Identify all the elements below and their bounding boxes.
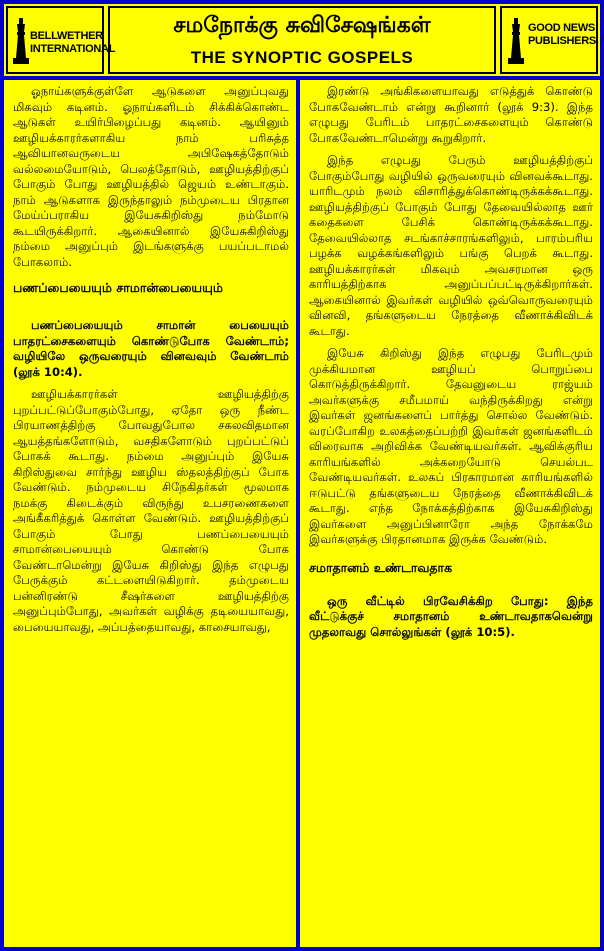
tower-icon [12, 18, 30, 64]
title-box [108, 6, 496, 74]
page-title-tamil: சமநோக்கு சுவிசேஷங்கள் [173, 13, 431, 38]
good-news-logo [500, 6, 598, 74]
paragraph: இரண்டு அங்கிகளையாவது எடுத்துக் கொண்டு போகவேண்டாம் என்று கூறினார் (லூக் 9:3). இந்த எழுபது பேரிடம் பாதரட்சைகளையும் கொண்டு போகவேண்டாமென்று கூறுகிறார். [309, 84, 593, 145]
paragraph: இயேசு கிறிஸ்து இந்த எழுபது பேரிடமும் முக்கியமான ஊழியப் பொறுப்பை கொடுத்திருக்கிறார். தேவனுடைய ராஜ்யம் அவர்களுக்கு சமீபமாய் வந்திருக்கிறது என்று இவர்கள் ஜனங்களைப் பார்த்து சொல்ல வேண்டும். வரப்போகிற உலகத்தைப்பற்றி இவர்கள் ஜனங்களிடம் விரைவாக அறிவிக்க வேண்டியவர்கள். ஆவிக்குரிய காரியங்களில் அக்கறையோடு செயல்பட வேண்டியவர்கள். உலகப் பிரகாரமான காரியங்களில் ஈடுபட்டு தங்களுடைய நேரத்தை வீணாக்கிவிடக் கூடாது. எந்த நோக்கத்திற்காக இயேசுகிறிஸ்து இவர்களை அனுப்பினாரோ அந்த நோக்கமே இவர்களுக்கு பிரதானமாக இருக்க வேண்டும். [309, 346, 593, 546]
bellwether-logo [6, 6, 116, 74]
scripture-quote: ஒரு வீட்டில் பிரவேசிக்கிற போது: இந்த வீட்டுக்குச் சமாதானம் உண்டாவதாகவென்று முதலாவது சொல்லுங்கள் (லூக் 10:5). [309, 593, 593, 639]
paragraph: இந்த எழுபது பேரும் ஊழியத்திற்குப் போகும்போது வழியில் ஒருவரையும் வினவக்கூடாது. யாரிடமும் நலம் விசாரித்துக்கொண்டிருக்கக்கூடாது. ஊழியத்திற்குப் போகும் போது தேவையில்லாத ஊர் கதைகளை பேசிக் கொண்டிருக்கக்கூடாது. தேவையில்லாத சடங்காச்சாரங்களிலும், பாரம்பரிய பழக்க வழக்கங்களிலும் பங்கு பெறக் கூடாது. ஊழியக்காரர்கள் மிகவும் அவசரமான ஒரு காரியத்திற்காக அனுப்பப்பட்டிருக்கிறார்கள். ஆகையினால் இவர்கள் வழியில் ஒவ்வொருவரையும் வினவி, தங்களுடைய நேரத்தை வீணாக்கிவிடக் கூடாது. [309, 153, 593, 338]
header [4, 4, 600, 76]
paragraph: ஓநாய்களுக்குள்ளே ஆடுகளை அனுப்புவது மிகவும் கடினம். ஓநாய்களிடம் சிக்கிக்கொண்ட ஆடுகள் உயிர்பிழைப்பது கடினம். ஆயினும் ஊழியக்காரர்களாகிய நாம் பரிசுத்த ஆவியானவருடைய அபிஷேகத்தோடும் வல்லமையோடும், பெலத்தோடும், ஊழியத்திற்குப் போகும் போது ஊழியத்தில் ஜெயம் உண்டாகும். நாம் ஆடுகளாக இருந்தாலும் நம்முடைய பிரதான மேய்ப்பராகிய இயேசுகிறிஸ்து நம்மோடு கூடயிருக்கிறார். ஆகையினால் இயேசுகிறிஸ்து நம்மை அனுப்பும் இடங்களுக்கு பயப்படாமல் போகலாம். [13, 84, 289, 269]
left-logo-text: BELLWETHER INTERNATIONAL [30, 30, 116, 55]
page-title-english: THE SYNOPTIC GOSPELS [190, 48, 414, 67]
tower-icon [507, 18, 525, 64]
paragraph: ஊழியக்காரர்கள் ஊழியத்திற்கு புறப்பட்டுப்போகும்போது, ஏதோ ஒரு நீண்ட பிரயாணத்திற்கு போவதுபோல சகலவிதமான ஆயத்தங்களோடும், வசதிகளோடும் புறப்பட்டுப் போகக் கூடாது. நம்மை அனுப்பும் இயேசு கிறிஸ்துவை சார்ந்து ஊழிய ஸ்தலத்திற்குப் போக வேண்டும். நம்முடைய சிநேகிதர்கள் மூலமாக நமக்கு கிடைக்கும் விருந்து உபசரணைகளை அங்கீகரித்துக் கொள்ள வேண்டும். ஊழியத்திற்குப் போகும் போது பணப்பையையும் சாமான்பையையும் கொண்டு போக வேண்டாமென்று இயேசு கிறிஸ்து இந்த எழுபது பேருக்கும் கட்டளையிடுகிறார். தம்முடைய பன்னிரண்டு சீஷர்களை ஊழியத்திற்கு அனுப்பும்போது, அவர்கள் வழிக்கு தடியையாவது, பையையாவது, அப்பத்தையாவது, காசையாவது, [13, 387, 289, 634]
right-column [300, 80, 600, 947]
right-logo-text: GOOD NEWS PUBLISHERS [528, 22, 596, 47]
scripture-quote: பணப்பையையும் சாமான் பையையும் பாதரட்சைகளையும் கொண்டுபோக வேண்டாம்; வழியிலே ஒருவரையும் வினவவும் வேண்டாம் (லூக் 10:4). [13, 318, 289, 379]
section-heading: சமாதானம் உண்டாவதாக [309, 559, 453, 575]
section-heading: பணப்பையையும் சாமான்பையையும் [13, 280, 223, 295]
left-column [4, 80, 296, 947]
